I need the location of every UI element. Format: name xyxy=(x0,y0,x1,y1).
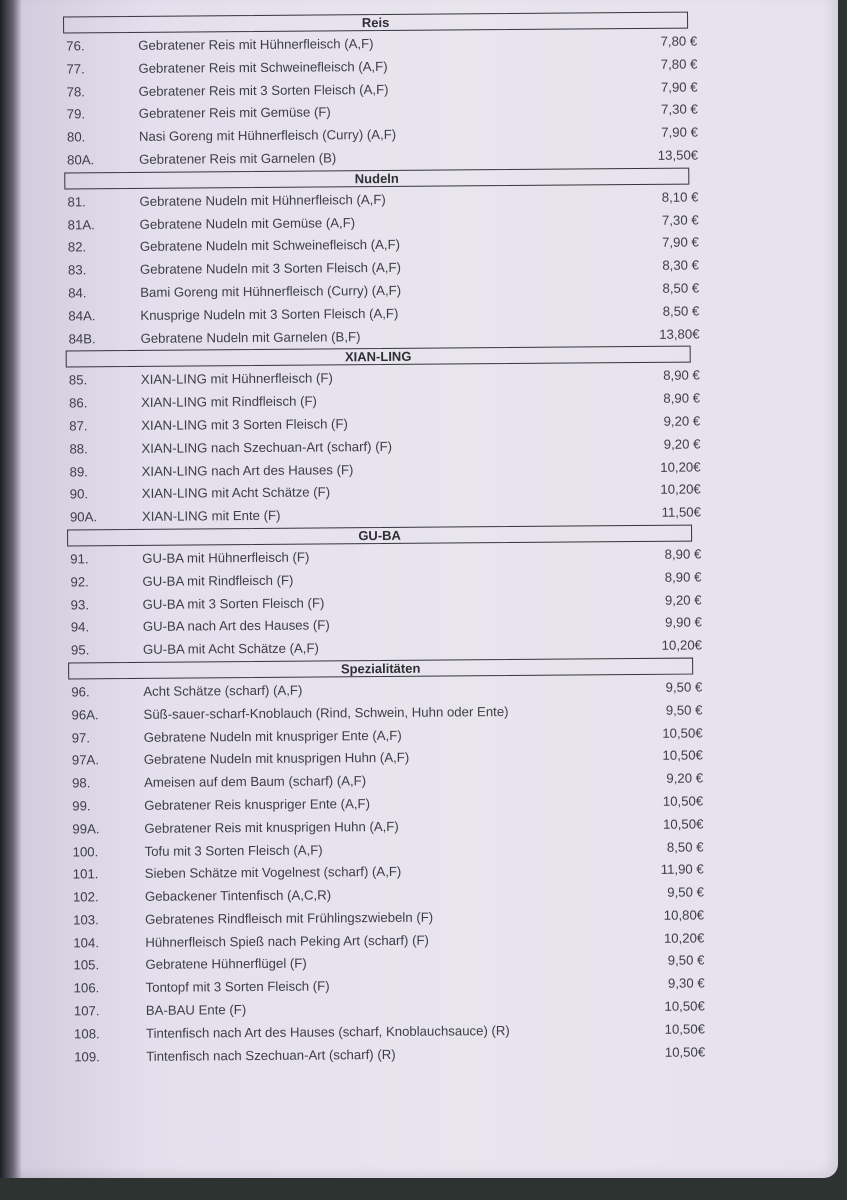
item-price: 10,50€ xyxy=(664,1021,706,1037)
item-name: Gebratene Nudeln mit Garnelen (B,F) xyxy=(140,328,361,346)
item-number: 79. xyxy=(66,106,86,122)
item-price: 9,20 € xyxy=(664,592,702,608)
item-price: 7,80 € xyxy=(660,33,698,49)
item-number: 103. xyxy=(73,912,99,928)
item-name: Sieben Schätze mit Vogelnest (scharf) (A,F) xyxy=(144,864,402,882)
item-price: 10,50€ xyxy=(662,793,704,809)
item-price: 7,80 € xyxy=(660,56,698,72)
item-name: XIAN-LING mit Acht Schätze (F) xyxy=(141,484,331,502)
item-name: Gebratener Reis mit 3 Sorten Fleisch (A,F) xyxy=(138,81,389,99)
item-number: 84A. xyxy=(68,308,96,324)
item-price: 9,20 € xyxy=(663,413,701,429)
item-name: Gebratener Reis mit knusprigen Huhn (A,F) xyxy=(144,818,399,836)
item-price: 9,30 € xyxy=(667,975,705,992)
item-price: 7,30 € xyxy=(661,212,699,228)
item-number: 97A. xyxy=(71,752,100,768)
item-number: 109. xyxy=(74,1048,100,1065)
item-name: Hühnerfleisch Spieß nach Peking Art (scharf) (F) xyxy=(145,932,429,950)
item-name: Gebratener Reis mit Schweinefleisch (A,F) xyxy=(138,58,388,76)
item-name: XIAN-LING nach Art des Hauses (F) xyxy=(141,461,354,479)
item-name: XIAN-LING mit Ente (F) xyxy=(141,507,281,525)
item-number: 91. xyxy=(70,551,89,567)
item-price: 9,50 € xyxy=(667,952,705,969)
item-number: 86. xyxy=(68,395,88,411)
item-price: 13,50€ xyxy=(657,147,699,163)
item-price: 11,90 € xyxy=(660,861,704,878)
item-number: 107. xyxy=(73,1003,100,1019)
section-heading: GU-BA xyxy=(67,525,692,547)
item-price: 8,90 € xyxy=(663,390,701,406)
item-price: 8,90 € xyxy=(664,546,702,562)
item-price: 10,50€ xyxy=(662,816,704,832)
item-name: Acht Schätze (scharf) (A,F) xyxy=(143,682,303,699)
section-heading: Spezialitäten xyxy=(68,657,693,679)
item-name: Gebratene Nudeln mit Hühnerfleisch (A,F) xyxy=(139,191,386,209)
item-price: 10,50€ xyxy=(662,747,703,764)
item-number: 100. xyxy=(72,843,99,859)
item-name: GU-BA nach Art des Hauses (F) xyxy=(142,617,330,635)
item-name: Bami Goreng mit Hühnerfleisch (Curry) (A,F) xyxy=(140,282,402,300)
item-price: 7,90 € xyxy=(661,124,698,140)
item-number: 96. xyxy=(71,684,90,700)
item-name: XIAN-LING mit 3 Sorten Fleisch (F) xyxy=(141,416,348,433)
item-number: 97. xyxy=(71,729,91,745)
item-name: Tontopf mit 3 Sorten Fleisch (F) xyxy=(145,978,330,996)
item-price: 11,50€ xyxy=(661,504,701,520)
item-price: 10,20€ xyxy=(660,459,701,475)
item-number: 77. xyxy=(66,61,85,77)
menu-section xyxy=(0,10,847,172)
item-price: 9,50 € xyxy=(665,702,703,718)
item-name: GU-BA mit Rindfleisch (F) xyxy=(142,572,294,589)
menu-section xyxy=(4,523,847,663)
menu-section xyxy=(5,656,847,1069)
item-number: 95. xyxy=(70,642,90,658)
item-number: 96A. xyxy=(71,706,99,723)
item-number: 81A. xyxy=(67,216,95,233)
item-price: 8,90 € xyxy=(664,569,702,585)
item-name: Gebratene Nudeln mit knuspriger Ente (A,F) xyxy=(143,727,402,745)
item-number: 88. xyxy=(69,441,88,457)
item-number: 84. xyxy=(68,285,87,301)
item-name: Gebratener Reis mit Gemüse (F) xyxy=(138,104,331,122)
item-number: 98. xyxy=(71,775,91,791)
item-price: 7,90 € xyxy=(662,234,699,251)
item-name: Gebratene Hühnerflügel (F) xyxy=(145,956,307,973)
item-name: Gebratenes Rindfleisch mit Frühlingszwiebeln (F) xyxy=(145,909,434,927)
item-price: 8,10 € xyxy=(661,189,699,205)
item-price: 10,80€ xyxy=(663,907,705,923)
item-name: Gebratene Nudeln mit 3 Sorten Fleisch (A,F) xyxy=(139,260,401,278)
item-number: 78. xyxy=(66,83,86,100)
item-name: Gebackener Tintenfisch (A,C,R) xyxy=(144,887,332,904)
section-heading: XIAN-LING xyxy=(66,346,691,368)
item-number: 89. xyxy=(69,463,88,479)
item-price: 8,50 € xyxy=(662,280,700,296)
item-number: 87. xyxy=(69,418,88,434)
item-price: 13,80€ xyxy=(659,326,700,342)
item-name: Gebratener Reis mit Garnelen (B) xyxy=(139,150,337,167)
item-name: Gebratener Reis knuspriger Ente (A,F) xyxy=(144,796,371,813)
item-number: 105. xyxy=(73,957,100,973)
item-name: BA-BAU Ente (F) xyxy=(145,1002,247,1018)
item-number: 94. xyxy=(70,619,90,635)
menu-section xyxy=(1,166,847,351)
item-price: 7,90 € xyxy=(660,79,698,95)
section-heading: Nudeln xyxy=(64,167,689,189)
item-name: GU-BA mit Acht Schätze (A,F) xyxy=(142,640,319,658)
item-number: 90. xyxy=(69,486,89,502)
item-number: 80A. xyxy=(67,152,95,168)
item-name: Süß-sauer-scharf-Knoblauch (Rind, Schwein, Huhn oder Ente) xyxy=(143,703,509,722)
item-price: 9,50 € xyxy=(665,679,703,695)
item-number: 85. xyxy=(68,372,88,388)
item-name: Tintenfisch nach Szechuan-Art (scharf) (R) xyxy=(146,1046,396,1064)
item-price: 10,50€ xyxy=(664,998,705,1014)
section-heading: Reis xyxy=(63,12,688,34)
item-number: 90A. xyxy=(69,509,98,525)
item-price: 8,30 € xyxy=(662,257,700,273)
item-number: 101. xyxy=(72,866,99,882)
item-price: 10,20€ xyxy=(663,930,705,946)
item-price: 9,20 € xyxy=(666,770,704,786)
item-name: Tofu mit 3 Sorten Fleisch (A,F) xyxy=(144,841,323,859)
item-number: 108. xyxy=(73,1026,100,1042)
item-price: 10,20€ xyxy=(661,637,703,653)
item-number: 99. xyxy=(72,798,91,814)
item-number: 104. xyxy=(73,934,100,951)
item-name: Gebratene Nudeln mit knusprigen Huhn (A,F) xyxy=(143,750,410,768)
item-number: 99A. xyxy=(72,820,100,837)
item-name: Ameisen auf dem Baum (scharf) (A,F) xyxy=(143,773,367,790)
item-number: 102. xyxy=(72,889,99,905)
item-price: 7,30 € xyxy=(661,101,698,118)
item-price: 10,50€ xyxy=(664,1044,706,1060)
item-price: 10,50€ xyxy=(662,725,703,741)
menu-content xyxy=(0,10,847,1069)
item-number: 76. xyxy=(66,38,85,54)
item-name: Gebratener Reis mit Hühnerfleisch (A,F) xyxy=(138,36,374,53)
item-name: XIAN-LING mit Hühnerfleisch (F) xyxy=(140,370,333,388)
item-name: XIAN-LING nach Szechuan-Art (scharf) (F) xyxy=(141,438,393,456)
item-number: 84B. xyxy=(68,330,96,347)
item-number: 81. xyxy=(67,194,86,210)
item-number: 82. xyxy=(67,239,87,255)
item-price: 9,50 € xyxy=(667,884,704,900)
item-number: 106. xyxy=(73,980,100,996)
item-name: GU-BA mit Hühnerfleisch (F) xyxy=(142,549,310,566)
item-name: Knusprige Nudeln mit 3 Sorten Fleisch (A,F) xyxy=(140,305,399,323)
item-number: 83. xyxy=(67,262,87,278)
item-name: Tintenfisch nach Art des Hauses (scharf, Knoblauchsauce) (R) xyxy=(145,1022,510,1041)
item-price: 10,20€ xyxy=(660,481,701,498)
item-number: 92. xyxy=(70,574,89,590)
item-name: XIAN-LING mit Rindfleisch (F) xyxy=(140,393,317,411)
item-price: 9,90 € xyxy=(665,614,702,631)
item-name: Gebratene Nudeln mit Schweinefleisch (A,F) xyxy=(139,237,401,255)
item-name: Nasi Goreng mit Hühnerfleisch (Curry) (A,F) xyxy=(138,127,397,145)
item-price: 9,20 € xyxy=(663,436,701,452)
menu-section xyxy=(3,345,847,530)
item-number: 93. xyxy=(70,596,90,612)
item-price: 8,90 € xyxy=(663,367,700,384)
item-name: GU-BA mit 3 Sorten Fleisch (F) xyxy=(142,594,325,612)
item-price: 8,50 € xyxy=(666,838,704,855)
item-name: Gebratene Nudeln mit Gemüse (A,F) xyxy=(139,214,356,232)
item-number: 80. xyxy=(66,129,86,145)
item-price: 8,50 € xyxy=(662,303,700,319)
